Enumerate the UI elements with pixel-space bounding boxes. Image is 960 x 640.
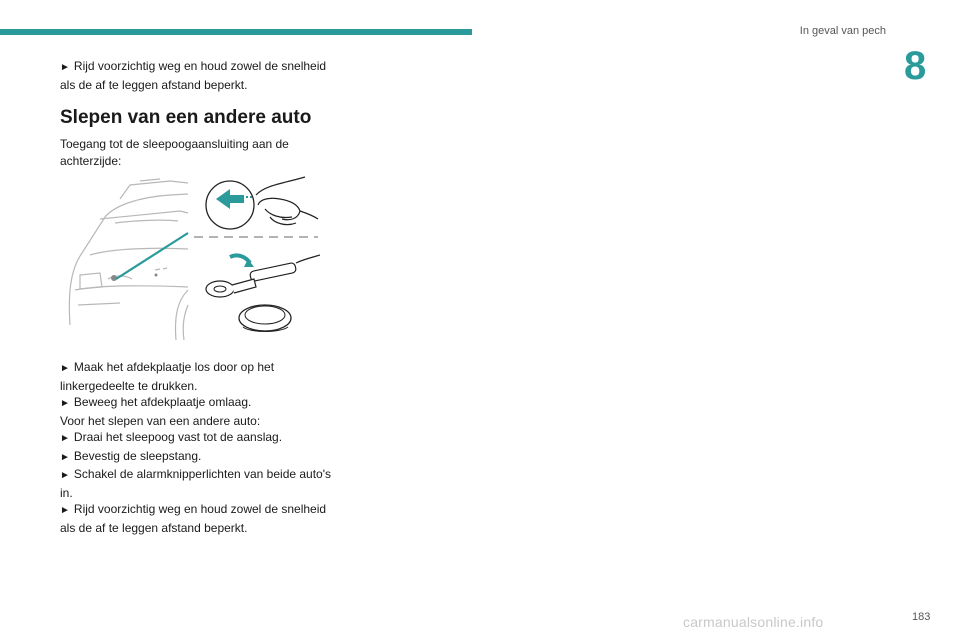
towing-subheading: Voor het slepen van een andere auto: xyxy=(60,413,261,428)
bullet-arrow-icon: ► xyxy=(60,433,70,444)
towing-step-1: ► Draai het sleepoog vast tot de aanslag. xyxy=(60,430,283,444)
header-accent-bar xyxy=(0,29,472,35)
detail-towing-eye xyxy=(206,255,320,332)
access-step-2: ► Beweeg het afdekplaatje omlaag. xyxy=(60,395,252,409)
intro-step xyxy=(60,58,335,93)
bullet-arrow-icon: ► xyxy=(60,363,70,374)
towing-step-4: ► Rijd voorzichtig weg en houd zowel de snelheid als de af te leggen afstand beperkt. xyxy=(60,502,327,535)
main-column xyxy=(60,58,335,536)
towing-eye-illustration-svg xyxy=(60,175,320,345)
pointer-line xyxy=(116,233,188,279)
access-step-1: ► Maak het afdekplaatje los door op het linkergedeelte te drukken. xyxy=(60,360,275,393)
towing-step-2: ► Bevestig de sleepstang. xyxy=(60,448,202,463)
bullet-arrow-icon: ► xyxy=(60,62,70,73)
watermark: carmanualsonline.info xyxy=(683,614,824,630)
bullet-arrow-icon: ► xyxy=(60,398,70,409)
section-heading: Slepen van een andere auto xyxy=(60,107,312,128)
intro-text: Rijd voorzichtig weg en houd zowel de snelheid als de af te leggen afstand beperkt. xyxy=(60,59,327,92)
chapter-number: 8 xyxy=(904,44,927,88)
towing-step-3: ► Schakel de alarmknipperlichten van beide auto's in. xyxy=(60,467,332,500)
bullet-arrow-icon: ► xyxy=(60,451,70,463)
chapter-title: In geval van pech xyxy=(799,25,886,37)
bullet-arrow-icon: ► xyxy=(60,505,70,516)
page-number: 183 xyxy=(912,611,931,623)
bullet-arrow-icon: ► xyxy=(60,470,70,481)
section-lead: Toegang tot de sleepoogaansluiting aan de achterzijde: xyxy=(60,137,289,168)
detail-press-cover xyxy=(206,177,318,229)
car-rear-drawing xyxy=(69,179,188,340)
towing-eye-illustration xyxy=(60,175,320,345)
